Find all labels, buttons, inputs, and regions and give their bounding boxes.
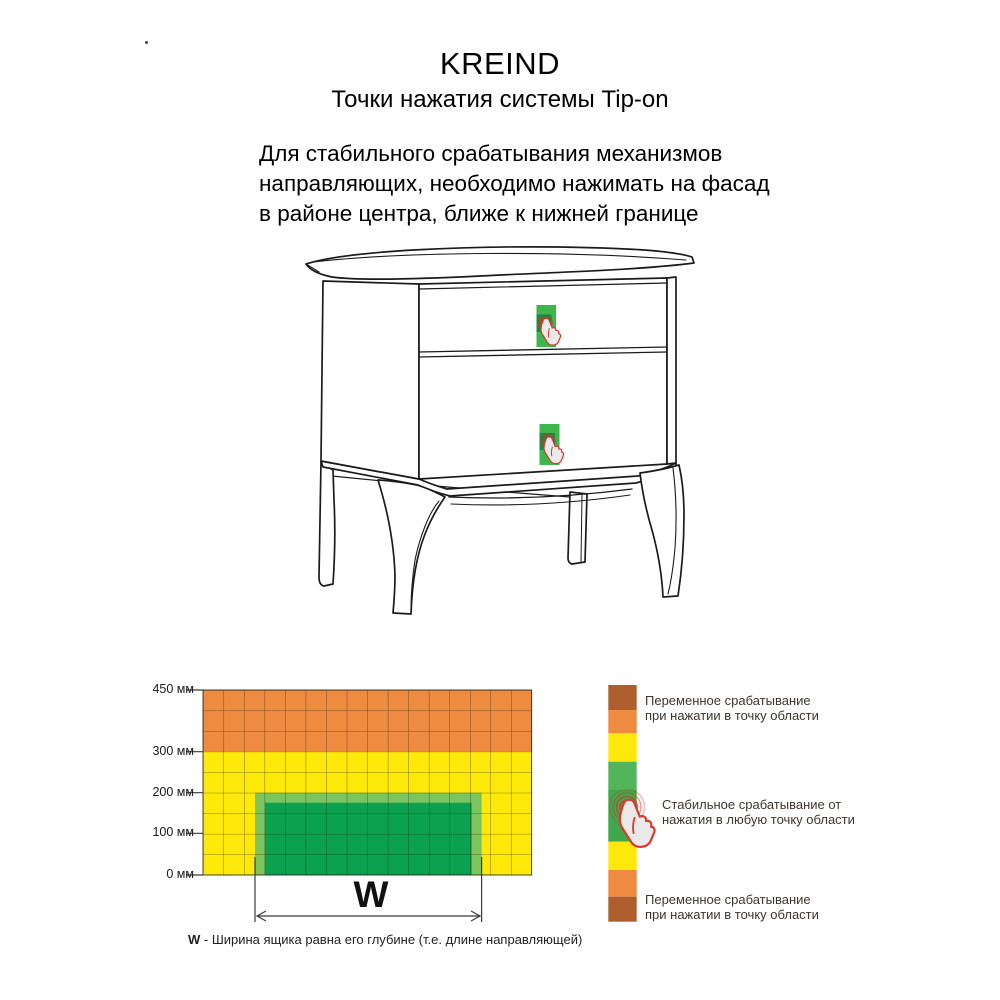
- legend-item-top: Переменное срабатывание при нажатии в точку области: [645, 693, 819, 723]
- ytick-0: 0 мм: [166, 867, 194, 881]
- width-caption-bold: W: [188, 932, 201, 947]
- width-caption-text: - Ширина ящика равна его глубине (т.е. длине направляющей): [200, 932, 583, 947]
- intro-line: в районе центра, ближе к нижней границе: [259, 201, 699, 226]
- page-title: KREIND: [439, 46, 561, 81]
- ytick-200: 200 мм: [152, 784, 194, 799]
- page-subtitle: Точки нажатия системы Tip-on: [331, 86, 669, 113]
- width-caption: [188, 932, 582, 947]
- intro-line: Для стабильного срабатывания механизмов: [259, 141, 723, 166]
- intro-line: направляющих, необходимо нажимать на фасад: [259, 171, 770, 196]
- cabinet-back-left-leg: [319, 462, 335, 586]
- cabinet-left-side: [321, 281, 419, 479]
- ytick-450: 450 мм: [152, 682, 194, 696]
- cabinet-top: [306, 247, 694, 279]
- zone-grid: [186, 690, 532, 875]
- legend-item-bottom: Переменное срабатывание при нажатии в точку области: [645, 892, 819, 922]
- cabinet-front-right-leg: [640, 465, 684, 597]
- ytick-300: 300 мм: [152, 743, 194, 758]
- ytick-100: 100 мм: [152, 825, 194, 840]
- cabinet-back-right-leg: [568, 492, 587, 564]
- cabinet-drawing: [306, 247, 694, 614]
- width-label: W: [353, 874, 389, 915]
- axis-ticks: [186, 690, 203, 875]
- legend-item-middle: Стабильное срабатывание от нажатия в любую точку области: [662, 797, 855, 827]
- cabinet-right-edge: [667, 277, 676, 464]
